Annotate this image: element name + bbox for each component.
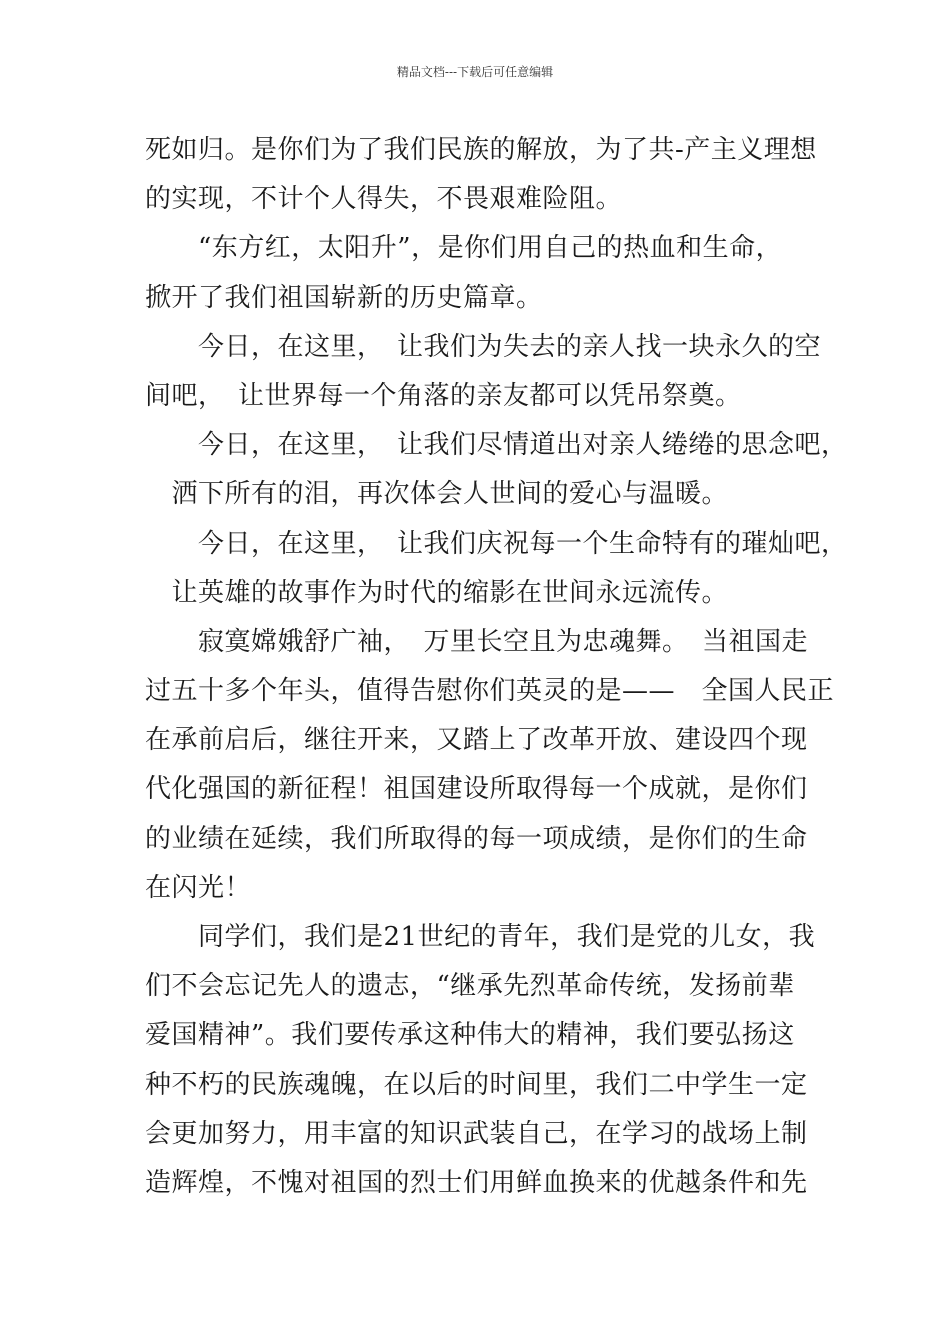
text-line: 今日，在这里， 让我们为失去的亲人找一块永久的空 bbox=[145, 331, 822, 362]
page-header: 精品文档---下载后可任意编辑 bbox=[396, 65, 554, 79]
text-line: 让英雄的故事作为时代的缩影在世间永远流传。 bbox=[145, 577, 729, 608]
text-line: “东方红，太阳升”，是你们用自己的热血和生命， bbox=[145, 233, 783, 264]
text-line: 同学们，我们是21世纪的青年，我们是党的儿女，我 bbox=[145, 922, 816, 952]
text-line: 掀开了我们祖国崭新的历史篇章。 bbox=[145, 282, 543, 313]
text-line: 种不朽的民族魂魄，在以后的时间里，我们二中学生一定 bbox=[145, 1069, 808, 1100]
text-line: 今日，在这里， 让我们庆祝每一个生命特有的璀灿吧， bbox=[145, 528, 848, 559]
text-line: 会更加努力，用丰富的知识武装自己，在学习的战场上制 bbox=[145, 1118, 808, 1149]
text-line: 洒下所有的泪，再次体会人世间的爱心与温暖。 bbox=[145, 479, 729, 510]
text-line: 寂寞嫦娥舒广袖， 万里长空且为忠魂舞。 当祖国走 bbox=[145, 626, 809, 657]
text-line: 间吧， 让世界每一个角落的亲友都可以凭吊祭奠。 bbox=[145, 380, 742, 411]
text-line: 的业绩在延续，我们所取得的每一项成绩，是你们的生命 bbox=[145, 823, 808, 854]
text-line: 的实现，不计个人得失，不畏艰难险阻。 bbox=[145, 184, 623, 215]
text-line: 过五十多个年头，值得告慰你们英灵的是—— 全国人民正 bbox=[145, 676, 835, 707]
text-line: 在承前启后，继往开来，又踏上了改革开放、建设四个现 bbox=[145, 725, 808, 756]
text-line: 造辉煌，不愧对祖国的烈士们用鲜血换来的优越条件和先 bbox=[145, 1167, 808, 1198]
text-line: 代化强国的新征程！祖国建设所取得每一个成就，是你们 bbox=[145, 774, 808, 805]
text-line: 在闪光！ bbox=[145, 872, 252, 903]
text-line: 今日，在这里， 让我们尽情道出对亲人绻绻的思念吧， bbox=[145, 430, 848, 461]
text-line: 爱国精神”。我们要传承这种伟大的精神，我们要弘扬这 bbox=[145, 1020, 795, 1051]
text-line: 死如归。是你们为了我们民族的解放，为了共-产主义理想 bbox=[145, 135, 817, 165]
text-line: 们不会忘记先人的遗志，“继承先烈革命传统，发扬前辈 bbox=[145, 971, 795, 1002]
document-body bbox=[145, 126, 848, 1208]
